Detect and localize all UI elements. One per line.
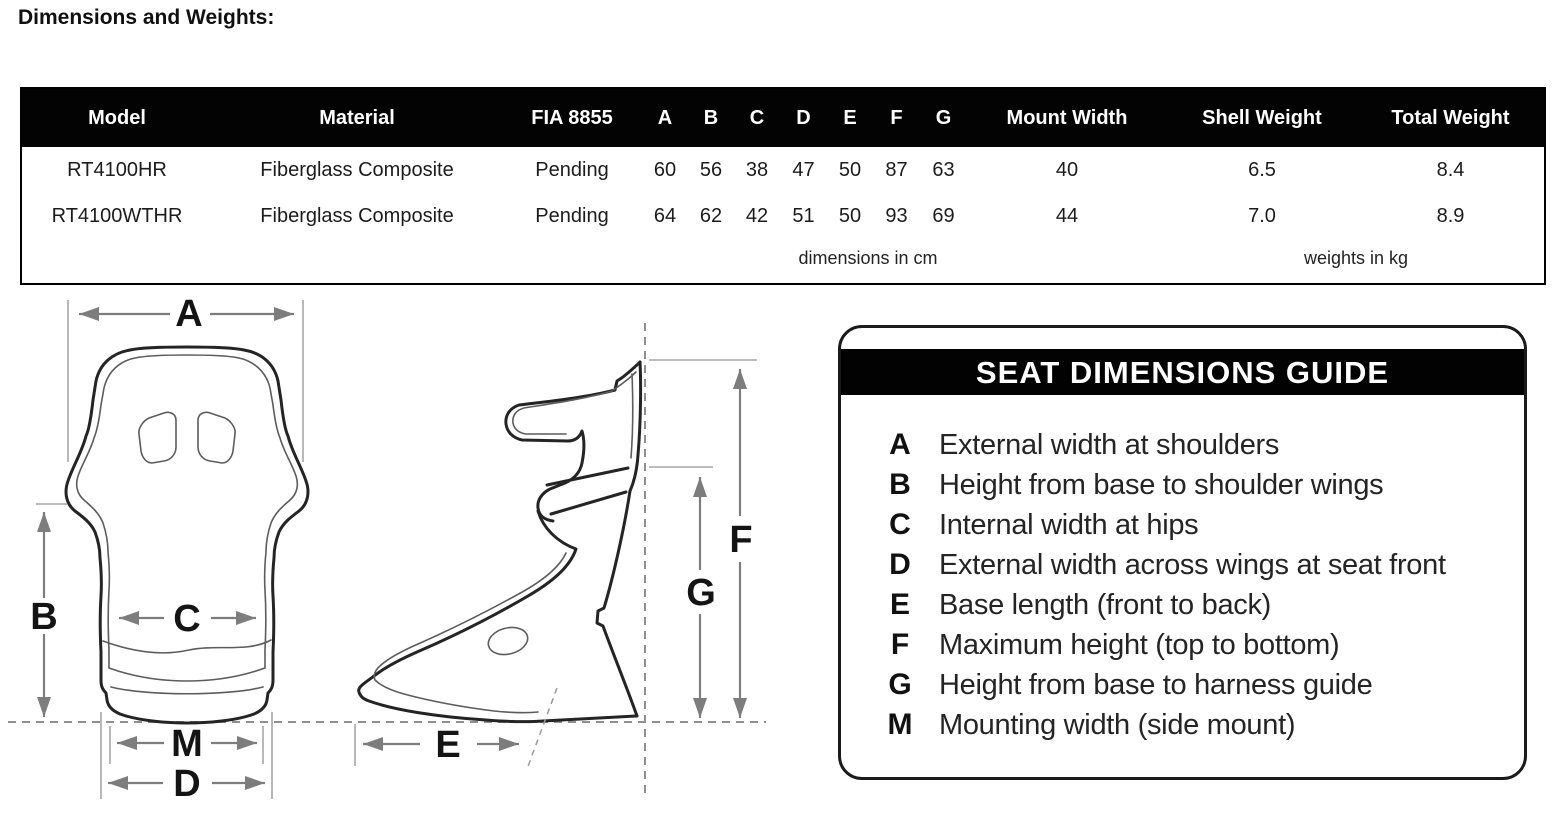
- guide-item: [841, 705, 1524, 745]
- dimension-arrow-m: [110, 723, 263, 765]
- guide-item-desc: External width at shoulders: [939, 429, 1280, 461]
- table-cell: Fiberglass Composite: [260, 204, 454, 227]
- table-cell: 87: [885, 158, 908, 181]
- table-cell: 93: [885, 204, 908, 227]
- footnote-weights: weights in kg: [1303, 248, 1409, 268]
- table-header-cell: Material: [319, 106, 395, 129]
- e-slant-dashed-line: [527, 688, 557, 769]
- front-seat-drawing: [66, 347, 308, 723]
- table-header-cell: F: [890, 106, 903, 129]
- guide-item-desc: Mounting width (side mount): [939, 709, 1296, 741]
- side-seat-inner-diagonal-line: [374, 553, 566, 713]
- table-cell: 44: [1055, 204, 1079, 227]
- table-header-cell: Model: [88, 106, 146, 129]
- table-cell: 50: [838, 158, 862, 181]
- guide-item: [841, 625, 1524, 665]
- side-seat-mount-hole: [485, 624, 530, 659]
- dimensions-weights-table: [20, 87, 1546, 285]
- front-seat-cushion-line: [103, 640, 271, 653]
- guide-item: [841, 425, 1524, 465]
- dimension-arrow-c: [119, 598, 256, 640]
- guide-list: [841, 425, 1524, 745]
- label-f: F: [729, 519, 753, 561]
- table-footnotes: [22, 239, 1544, 283]
- guide-item-key: M: [887, 708, 913, 741]
- dimension-arrow-f: [649, 360, 757, 718]
- table-row: [22, 147, 1544, 193]
- side-seat-back-lower-edge: [597, 491, 637, 716]
- table-cell: Pending: [535, 204, 609, 227]
- guide-item-key: E: [889, 588, 910, 621]
- table-cell: 8.9: [1436, 204, 1465, 227]
- side-seat-front-edge-and-base: [359, 511, 637, 722]
- guide-item-key: G: [888, 668, 912, 701]
- guide-item-desc: Internal width at hips: [939, 509, 1199, 541]
- guide-item-desc: Maximum height (top to bottom): [939, 629, 1340, 661]
- table-cell: 42: [745, 204, 769, 227]
- label-m: M: [171, 723, 203, 765]
- front-seat-base-line: [111, 687, 263, 694]
- table-header-row: [22, 89, 1544, 147]
- label-c: C: [173, 598, 201, 640]
- side-seat-drawing: [359, 362, 641, 722]
- table-cell: 8.4: [1436, 158, 1465, 181]
- table-header-cell: Shell Weight: [1202, 106, 1322, 129]
- table-cell: Fiberglass Composite: [260, 158, 454, 181]
- table-header-cell: C: [749, 106, 765, 129]
- guide-item-key: C: [889, 508, 911, 541]
- table-cell: 64: [653, 204, 677, 227]
- table-header-cell: D: [796, 106, 811, 129]
- table-cell: 63: [932, 158, 955, 181]
- dimension-arrow-e: [355, 688, 557, 769]
- guide-item-desc: Height from base to shoulder wings: [939, 469, 1384, 501]
- guide-item: [841, 585, 1524, 625]
- table-header-cell: Mount Width: [1006, 106, 1128, 129]
- guide-item-key: D: [889, 548, 911, 581]
- seat-diagrams: [0, 290, 820, 832]
- side-seat-harness-band-top: [547, 468, 628, 485]
- table-cell: 69: [932, 204, 955, 227]
- table-cell: Pending: [535, 158, 609, 181]
- table-header-cell: B: [703, 106, 719, 129]
- label-d: D: [173, 763, 201, 805]
- dimension-arrow-g: [649, 467, 716, 718]
- page-title: Dimensions and Weights:: [18, 6, 275, 29]
- footnote-dimensions: dimensions in cm: [798, 248, 938, 268]
- table-body: [22, 147, 1544, 239]
- table-cell: 51: [792, 204, 815, 227]
- table-header-cell: E: [843, 106, 857, 129]
- table-cell: RT4100WTHR: [51, 204, 183, 227]
- table-header-cell: FIA 8855: [531, 106, 613, 129]
- table-cell: 38: [745, 158, 769, 181]
- guide-item: [841, 665, 1524, 705]
- table-cell: 47: [792, 158, 815, 181]
- table-cell: 56: [699, 158, 723, 181]
- guide-item-desc: Base length (front to back): [939, 589, 1272, 621]
- table-row: [22, 193, 1544, 239]
- table-header-cell: A: [657, 106, 673, 129]
- guide-item: [841, 545, 1524, 585]
- guide-item-desc: Height from base to harness guide: [939, 669, 1373, 701]
- table-cell: 50: [838, 204, 862, 227]
- table-cell: 40: [1055, 158, 1079, 181]
- side-seat-inner-back-line: [631, 374, 633, 458]
- table-cell: RT4100HR: [67, 158, 167, 181]
- guide-item-desc: External width across wings at seat front: [939, 549, 1446, 581]
- table-cell: 7.0: [1248, 204, 1276, 227]
- label-e: E: [435, 724, 461, 766]
- side-seat-harness-band-bottom: [551, 492, 626, 514]
- table-cell: 62: [699, 204, 723, 227]
- guide-item: [841, 465, 1524, 505]
- table-cell: 6.5: [1248, 158, 1276, 181]
- front-seat-outline: [66, 347, 308, 723]
- table-header-cell: Total Weight: [1391, 106, 1510, 129]
- label-b: B: [30, 596, 58, 638]
- dimension-arrow-a: [68, 293, 303, 462]
- dimension-arrow-b: [30, 504, 67, 717]
- guide-title: SEAT DIMENSIONS GUIDE: [841, 349, 1524, 395]
- table-cell: 60: [653, 158, 677, 181]
- guide-item-key: A: [889, 428, 911, 461]
- seat-dimensions-guide-box: [838, 325, 1527, 780]
- label-a: A: [175, 293, 203, 335]
- guide-item-key: B: [889, 468, 911, 501]
- front-seat-lefthole: [139, 412, 176, 463]
- table-header-cell: G: [935, 106, 952, 129]
- guide-item-key: F: [890, 628, 910, 661]
- guide-item: [841, 505, 1524, 545]
- front-seat-righthole: [198, 412, 235, 463]
- label-g: G: [686, 572, 716, 614]
